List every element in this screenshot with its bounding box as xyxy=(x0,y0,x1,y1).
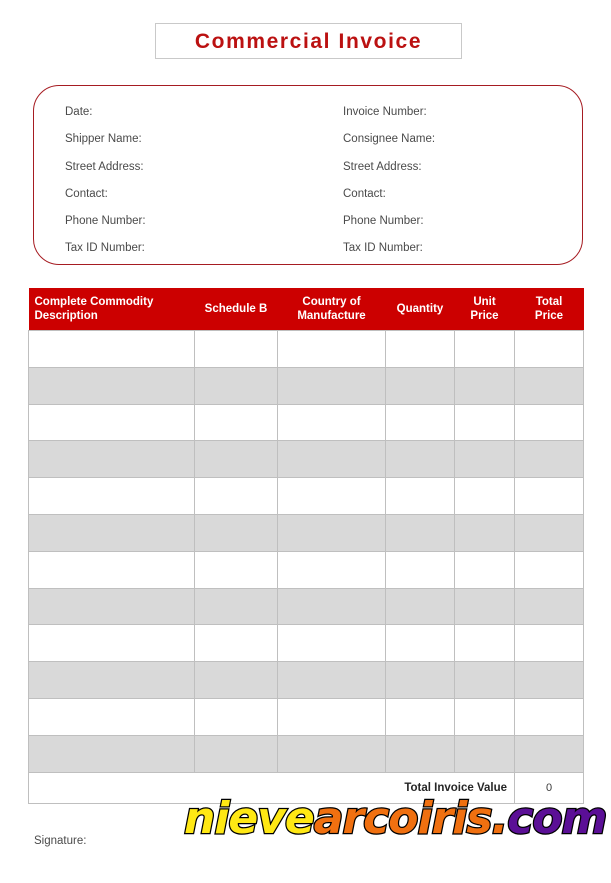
table-row xyxy=(29,515,584,552)
header-line-2: Manufacture xyxy=(297,310,366,323)
table-cell[interactable] xyxy=(455,441,515,478)
table-cell[interactable] xyxy=(455,515,515,552)
header-line-2: Description xyxy=(34,310,98,323)
table-cell[interactable] xyxy=(386,441,455,478)
header-line-2: Price xyxy=(470,310,499,323)
table-row xyxy=(29,699,584,736)
table-cell[interactable] xyxy=(195,735,278,772)
commodity-items-table xyxy=(28,288,584,804)
invoice-title-box xyxy=(155,23,462,59)
table-cell[interactable] xyxy=(515,478,584,515)
header-line-1: Complete Commodity xyxy=(34,296,154,308)
table-cell[interactable] xyxy=(278,625,386,662)
table-cell[interactable] xyxy=(29,551,195,588)
table-cell[interactable] xyxy=(515,662,584,699)
field-shipper-street: Street Address: xyxy=(65,160,144,173)
table-cell[interactable] xyxy=(455,367,515,404)
table-row xyxy=(29,625,584,662)
field-shipper-phone: Phone Number: xyxy=(65,215,146,228)
table-cell[interactable] xyxy=(278,478,386,515)
table-cell[interactable] xyxy=(386,331,455,368)
table-row xyxy=(29,735,584,772)
field-shipper-name: Shipper Name: xyxy=(65,133,142,146)
table-row xyxy=(29,331,584,368)
signature-label: Signature: xyxy=(34,835,87,847)
table-cell[interactable] xyxy=(195,588,278,625)
table-cell[interactable] xyxy=(29,588,195,625)
table-cell[interactable] xyxy=(278,551,386,588)
table-cell[interactable] xyxy=(386,662,455,699)
table-cell[interactable] xyxy=(515,551,584,588)
table-cell[interactable] xyxy=(195,441,278,478)
table-cell[interactable] xyxy=(29,515,195,552)
table-cell[interactable] xyxy=(455,551,515,588)
table-cell[interactable] xyxy=(515,367,584,404)
table-row xyxy=(29,478,584,515)
total-invoice-value-cell[interactable]: 0 xyxy=(515,772,584,803)
watermark-part-1: nieve xyxy=(184,793,314,844)
table-cell[interactable] xyxy=(455,735,515,772)
table-cell[interactable] xyxy=(515,588,584,625)
table-cell[interactable] xyxy=(455,625,515,662)
party-information-panel xyxy=(33,85,583,265)
table-cell[interactable] xyxy=(278,735,386,772)
table-cell[interactable] xyxy=(195,367,278,404)
table-cell[interactable] xyxy=(195,551,278,588)
table-cell[interactable] xyxy=(515,625,584,662)
column-header-unit-price xyxy=(455,288,515,331)
table-cell[interactable] xyxy=(29,331,195,368)
table-row xyxy=(29,588,584,625)
table-cell[interactable] xyxy=(455,588,515,625)
table-header-row xyxy=(29,288,584,331)
table-cell[interactable] xyxy=(515,735,584,772)
table-cell[interactable] xyxy=(386,478,455,515)
header-line-1: Total xyxy=(535,296,563,308)
column-header-country-of-manufacture xyxy=(278,288,386,331)
field-shipper-contact: Contact: xyxy=(65,187,108,200)
table-cell[interactable] xyxy=(386,735,455,772)
table-cell[interactable] xyxy=(29,441,195,478)
table-row xyxy=(29,551,584,588)
column-header-total-price xyxy=(515,288,584,331)
table-body xyxy=(29,331,584,773)
table-cell[interactable] xyxy=(515,331,584,368)
shipper-field-column xyxy=(65,99,146,263)
table-cell[interactable] xyxy=(386,588,455,625)
table-cell[interactable] xyxy=(455,404,515,441)
field-consignee-street: Street Address: xyxy=(343,160,422,173)
page-title: Commercial Invoice xyxy=(194,29,423,53)
table-row xyxy=(29,404,584,441)
header-line-1: Country of xyxy=(302,296,361,308)
field-shipper-tax-id: Tax ID Number: xyxy=(65,242,145,255)
table-cell[interactable] xyxy=(29,625,195,662)
table-cell[interactable] xyxy=(29,662,195,699)
table-row xyxy=(29,441,584,478)
consignee-field-column xyxy=(343,99,435,263)
watermark-part-3: com xyxy=(507,793,607,844)
table-cell[interactable] xyxy=(386,404,455,441)
table-row xyxy=(29,367,584,404)
table-cell[interactable] xyxy=(386,551,455,588)
table-cell[interactable] xyxy=(195,404,278,441)
table-cell[interactable] xyxy=(515,441,584,478)
table-cell[interactable] xyxy=(29,699,195,736)
table-cell[interactable] xyxy=(515,404,584,441)
header-line-1: Unit xyxy=(473,296,496,308)
table-cell[interactable] xyxy=(195,478,278,515)
table-cell[interactable] xyxy=(386,515,455,552)
table-cell[interactable] xyxy=(515,699,584,736)
table-cell[interactable] xyxy=(386,367,455,404)
table-cell[interactable] xyxy=(278,404,386,441)
field-consignee-phone: Phone Number: xyxy=(343,215,424,228)
table-cell[interactable] xyxy=(29,478,195,515)
table-cell[interactable] xyxy=(278,367,386,404)
field-date: Date: xyxy=(65,106,93,118)
header-line-1: Quantity xyxy=(396,303,444,315)
table-cell[interactable] xyxy=(278,662,386,699)
table-cell[interactable] xyxy=(195,625,278,662)
table-row xyxy=(29,662,584,699)
site-watermark xyxy=(184,793,607,844)
field-consignee-name: Consignee Name: xyxy=(343,133,436,146)
table-cell[interactable] xyxy=(386,625,455,662)
table-cell[interactable] xyxy=(455,478,515,515)
table-cell[interactable] xyxy=(195,331,278,368)
total-invoice-value-label: Total Invoice Value xyxy=(29,772,515,803)
table-cell[interactable] xyxy=(515,515,584,552)
table-cell[interactable] xyxy=(29,735,195,772)
table-cell[interactable] xyxy=(455,699,515,736)
header-line-1: Schedule B xyxy=(204,303,268,315)
table-cell[interactable] xyxy=(278,331,386,368)
table-cell[interactable] xyxy=(386,699,455,736)
table-cell[interactable] xyxy=(195,699,278,736)
column-header-description xyxy=(29,288,195,331)
table-cell[interactable] xyxy=(278,699,386,736)
field-invoice-number: Invoice Number: xyxy=(343,106,427,118)
table-cell[interactable] xyxy=(455,331,515,368)
table-cell[interactable] xyxy=(195,662,278,699)
table-cell[interactable] xyxy=(278,441,386,478)
column-header-schedule-b xyxy=(195,288,278,331)
field-consignee-contact: Contact: xyxy=(343,187,386,200)
table-cell[interactable] xyxy=(455,662,515,699)
table-cell[interactable] xyxy=(195,515,278,552)
watermark-part-2: arcoiris. xyxy=(313,793,508,844)
table-cell[interactable] xyxy=(29,367,195,404)
column-header-quantity xyxy=(386,288,455,331)
table-cell[interactable] xyxy=(278,515,386,552)
table-cell[interactable] xyxy=(29,404,195,441)
header-line-2: Price xyxy=(534,310,564,323)
table-cell[interactable] xyxy=(278,588,386,625)
field-consignee-tax-id: Tax ID Number: xyxy=(343,242,423,255)
